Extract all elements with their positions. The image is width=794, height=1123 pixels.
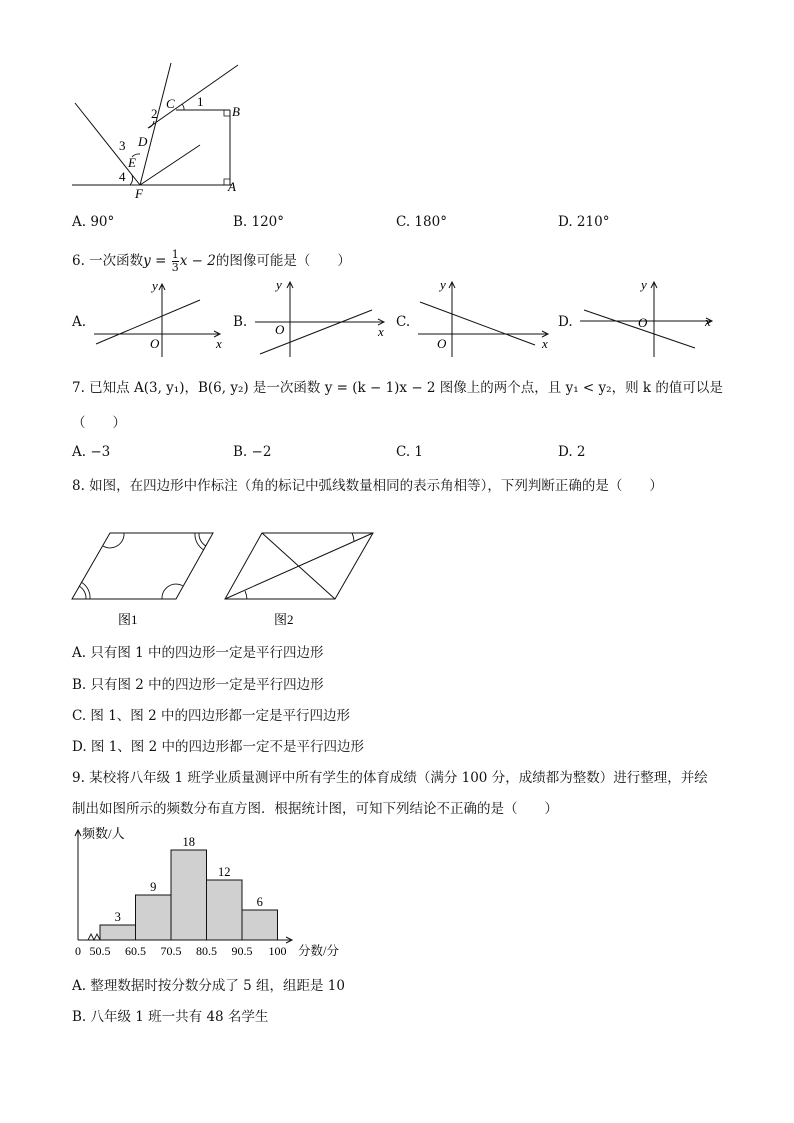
q5-label-f: F xyxy=(135,186,143,201)
q8-caption-1: 图1 xyxy=(118,612,138,627)
q9-option-a[interactable]: A. 整理数据时按分数分成了 5 组，组距是 10 xyxy=(72,978,345,994)
q6-stem xyxy=(72,249,351,274)
x-tick-label: 80.5 xyxy=(196,944,217,958)
x-tick-label: 50.5 xyxy=(89,944,111,958)
q7-option-d[interactable]: D. 2 xyxy=(558,444,586,460)
histogram-bar xyxy=(242,910,278,940)
q6-a-y-label: y xyxy=(152,278,158,293)
x-tick-label: 90.5 xyxy=(231,944,253,958)
q5-label-1: 1 xyxy=(197,94,204,109)
q6-d-y-label: y xyxy=(641,277,647,292)
bar-value-label: 18 xyxy=(182,835,195,849)
q5-angle-figure xyxy=(60,55,260,205)
q8-option-c[interactable]: C. 图 1、图 2 中的四边形都一定是平行四边形 xyxy=(72,708,350,724)
q5-label-4: 4 xyxy=(119,169,126,184)
q7-stem: 7. 已知点 A(3, y₁)，B(6, y₂) 是一次函数 y = (k − 1)x − 2 图像上的两个点，且 y₁ < y₂，则 k 的值可以是 xyxy=(72,380,723,396)
histogram-bar xyxy=(207,880,243,940)
q6-b-y-label: y xyxy=(276,277,282,292)
bar-value-label: 12 xyxy=(218,865,231,879)
q9-stem-line2: 制出如图所示的频数分布直方图．根据统计图，可知下列结论不正确的是（ ） xyxy=(72,801,558,817)
q8-figure-1 xyxy=(68,528,218,636)
x-tick-label: 60.5 xyxy=(125,944,146,958)
q6-graph-d[interactable] xyxy=(576,276,716,360)
histogram-bar xyxy=(100,925,136,940)
q6-graph-a[interactable] xyxy=(90,276,230,360)
q8-caption-2: 图2 xyxy=(274,612,294,627)
q6-d-origin-label: O xyxy=(638,315,648,330)
q5-option-a[interactable]: A. 90° xyxy=(72,214,115,230)
q6-eq-rest: x − 2 xyxy=(179,253,216,269)
q7-option-a[interactable]: A. −3 xyxy=(72,444,111,460)
q8-option-d[interactable]: D. 图 1、图 2 中的四边形都一定不是平行四边形 xyxy=(72,739,364,755)
q6-a-origin-label: O xyxy=(150,336,160,351)
q6-eq-numerator: 1 xyxy=(171,248,179,261)
q6-b-x-label: x xyxy=(378,324,384,339)
q5-label-b: B xyxy=(232,104,240,119)
q9-histogram xyxy=(60,820,360,960)
q8-figure-2 xyxy=(220,528,380,636)
q6-graph-c[interactable] xyxy=(414,276,554,360)
bar-value-label: 9 xyxy=(150,880,157,894)
histogram-bar xyxy=(171,850,207,940)
q8-stem: 8. 如图，在四边形中作标注（角的标记中弧线数量相同的表示角相等），下列判断正确的是（ ） xyxy=(72,478,663,494)
q6-option-d-label[interactable]: D. xyxy=(558,314,573,330)
x-tick-label: 70.5 xyxy=(160,944,182,958)
q6-stem-post: 的图像可能是（ ） xyxy=(215,253,351,269)
axis-break xyxy=(88,934,100,940)
q8-option-a[interactable]: A. 只有图 1 中的四边形一定是平行四边形 xyxy=(72,645,324,661)
q5-option-b[interactable]: B. 120° xyxy=(233,214,285,230)
q6-c-y-label: y xyxy=(440,277,446,292)
q6-option-c-label[interactable]: C. xyxy=(396,314,411,330)
q5-label-a: A xyxy=(228,179,236,194)
q7-option-c[interactable]: C. 1 xyxy=(396,444,424,460)
q7-stem-cont: （ ） xyxy=(72,415,126,431)
q9-option-b[interactable]: B. 八年级 1 班一共有 48 名学生 xyxy=(72,1009,269,1025)
q6-c-origin-label: O xyxy=(437,336,447,351)
q6-option-b-label[interactable]: B. xyxy=(233,314,248,330)
q8-option-b[interactable]: B. 只有图 2 中的四边形一定是平行四边形 xyxy=(72,677,324,693)
y-axis-label: 频数/人 xyxy=(82,826,125,841)
q7-option-b[interactable]: B. −2 xyxy=(233,444,272,460)
q5-option-d[interactable]: D. 210° xyxy=(558,214,610,230)
q5-label-2: 2 xyxy=(151,106,158,121)
q5-label-3: 3 xyxy=(119,138,126,153)
q6-c-x-label: x xyxy=(542,336,548,351)
q5-option-c[interactable]: C. 180° xyxy=(396,214,447,230)
bar-value-label: 6 xyxy=(256,895,263,909)
q6-eq-denominator: 3 xyxy=(171,261,179,274)
x-axis-label: 分数/分 xyxy=(298,944,339,958)
q5-label-d: D xyxy=(138,134,148,149)
q6-eq-y: y xyxy=(143,253,151,269)
x-tick-label: 0 xyxy=(75,944,81,958)
q6-graph-b[interactable] xyxy=(250,276,390,360)
q6-eq-eq: = xyxy=(150,253,171,269)
q6-option-a-label[interactable]: A. xyxy=(72,314,87,330)
q6-b-origin-label: O xyxy=(275,322,285,337)
q6-d-x-label: x xyxy=(705,314,711,329)
q6-a-x-label: x xyxy=(216,336,222,351)
q6-stem-pre: 6. 一次函数 xyxy=(72,253,144,269)
q9-stem-line1: 9. 某校将八年级 1 班学业质量测评中所有学生的体育成绩（满分 100 分，成绩都为整数）进行整理，并绘 xyxy=(72,770,708,786)
q5-label-e: E xyxy=(128,155,136,170)
q5-label-c: C xyxy=(166,96,175,111)
bar-value-label: 3 xyxy=(114,910,121,924)
x-tick-label: 100 xyxy=(268,944,287,958)
histogram-bar xyxy=(136,895,172,940)
